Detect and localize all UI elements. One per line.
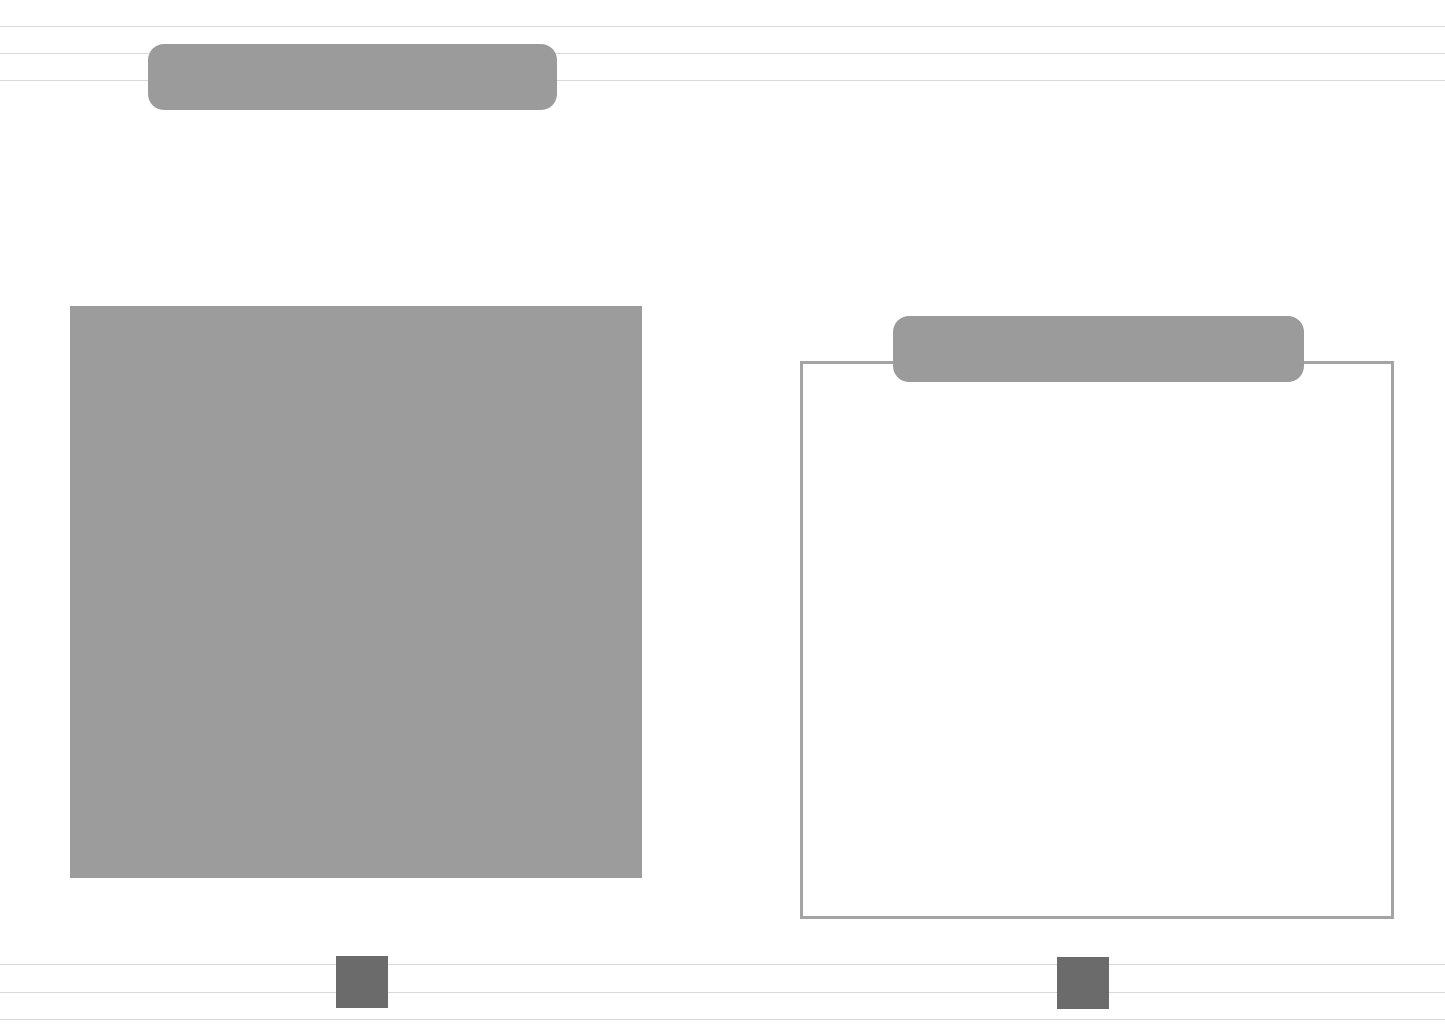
correzioni-box [800,361,1394,919]
acrostic-grid [70,306,642,878]
section-title-acrostico [148,44,557,110]
page-number-left [336,956,388,1008]
section-title-correzioni [893,316,1304,382]
page-number-right [1057,957,1109,1009]
decorative-crossword-bottom [0,955,1445,1025]
